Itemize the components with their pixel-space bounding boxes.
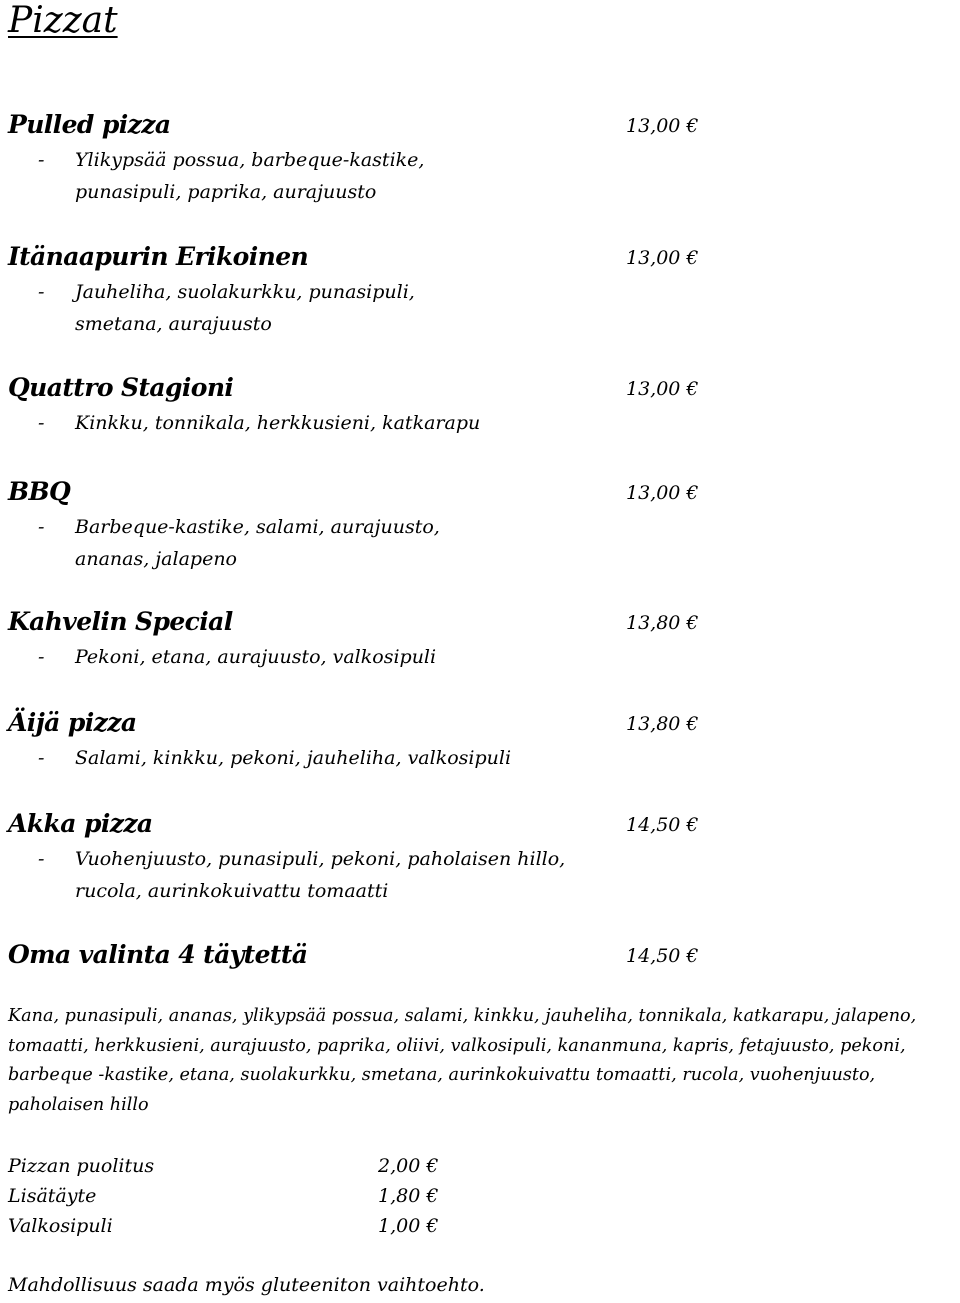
- gluten-free-note: Mahdollisuus saada myös gluteeniton vaihtoehto.: [8, 1274, 485, 1296]
- description-line: punasipuli, paprika, aurajuusto: [75, 181, 377, 203]
- menu-item-akka-pizza: [8, 807, 708, 907]
- menu-item-pulled-pizza: [8, 108, 708, 208]
- pizza-description: [8, 407, 708, 439]
- extra-label: Pizzan puolitus: [8, 1155, 155, 1177]
- description-line: Kinkku, tonnikala, herkkusieni, katkarapu: [75, 412, 481, 434]
- extra-price: 1,00 €: [378, 1215, 439, 1237]
- toppings-list: Kana, punasipuli, ananas, ylikypsää possua, salami, kinkku, jauheliha, tonnikala, katkarapu, jalapeno, tomaatti, herkkusieni, aurajuusto, paprika, oliivi, valkosipuli, kananmuna, kapris, fetajuusto, pekoni, barbeque -kastike, etana, suolakurkku, smetana, aurinkokuivattu tomaatti, rucola, vuohenjuusto, paholaisen hillo: [8, 1006, 917, 1115]
- pizza-description: [8, 641, 708, 673]
- pizza-name: Kahvelin Special: [8, 607, 233, 636]
- description-line: smetana, aurajuusto: [75, 313, 272, 335]
- dash: -: [38, 646, 45, 668]
- pizza-description: [8, 742, 708, 774]
- extra-price: 2,00 €: [378, 1155, 439, 1177]
- pizza-name: Pulled pizza: [8, 110, 171, 139]
- description-line: ananas, jalapeno: [75, 548, 237, 570]
- pizza-price: 13,00 €: [626, 115, 699, 137]
- pizza-price: 13,80 €: [626, 713, 699, 735]
- pizza-price: 13,00 €: [626, 378, 699, 400]
- pizza-name: BBQ: [8, 477, 71, 506]
- description-line: Vuohenjuusto, punasipuli, pekoni, paholaisen hillo,: [75, 848, 566, 870]
- page-title: Pizzat: [8, 0, 118, 41]
- pizza-price: 14,50 €: [626, 945, 699, 967]
- pizza-name: Äijä pizza: [8, 708, 137, 737]
- menu-item-bbq: [8, 475, 708, 575]
- pizza-description: [8, 843, 708, 907]
- dash: -: [38, 516, 45, 538]
- extra-item: [8, 1211, 488, 1241]
- pizza-price: 13,00 €: [626, 247, 699, 269]
- pizza-description: [8, 276, 708, 340]
- extra-price: 1,80 €: [378, 1185, 439, 1207]
- dash: -: [38, 747, 45, 769]
- pizza-name: Akka pizza: [8, 809, 153, 838]
- extra-item: [8, 1181, 488, 1211]
- pizza-name: Quattro Stagioni: [8, 373, 234, 402]
- menu-item-aija-pizza: [8, 706, 708, 774]
- menu-item-quattro-stagioni: [8, 371, 708, 439]
- dash: -: [38, 149, 45, 171]
- description-line: Barbeque-kastike, salami, aurajuusto,: [75, 516, 440, 538]
- pizza-price: 13,00 €: [626, 482, 699, 504]
- description-line: Ylikypsää possua, barbeque-kastike,: [75, 149, 425, 171]
- description-line: Pekoni, etana, aurajuusto, valkosipuli: [75, 646, 437, 668]
- description-line: Jauheliha, suolakurkku, punasipuli,: [75, 281, 415, 303]
- dash: -: [38, 848, 45, 870]
- pizza-name: Oma valinta 4 täytettä: [8, 940, 308, 969]
- pizza-description: [8, 511, 708, 575]
- dash: -: [38, 412, 45, 434]
- dash: -: [38, 281, 45, 303]
- pizza-description: [8, 144, 708, 208]
- extras-list: [8, 1151, 488, 1241]
- extra-label: Lisätäyte: [8, 1185, 97, 1207]
- extra-item: [8, 1151, 488, 1181]
- menu-item-oma-valinta: [8, 938, 708, 972]
- description-line: rucola, aurinkokuivattu tomaatti: [75, 880, 389, 902]
- pizza-price: 14,50 €: [626, 814, 699, 836]
- pizza-name: Itänaapurin Erikoinen: [8, 242, 309, 271]
- menu-item-itanaapurin-erikoinen: [8, 240, 708, 340]
- description-line: Salami, kinkku, pekoni, jauheliha, valkosipuli: [75, 747, 512, 769]
- extra-label: Valkosipuli: [8, 1215, 113, 1237]
- pizza-price: 13,80 €: [626, 612, 699, 634]
- menu-item-kahvelin-special: [8, 605, 708, 673]
